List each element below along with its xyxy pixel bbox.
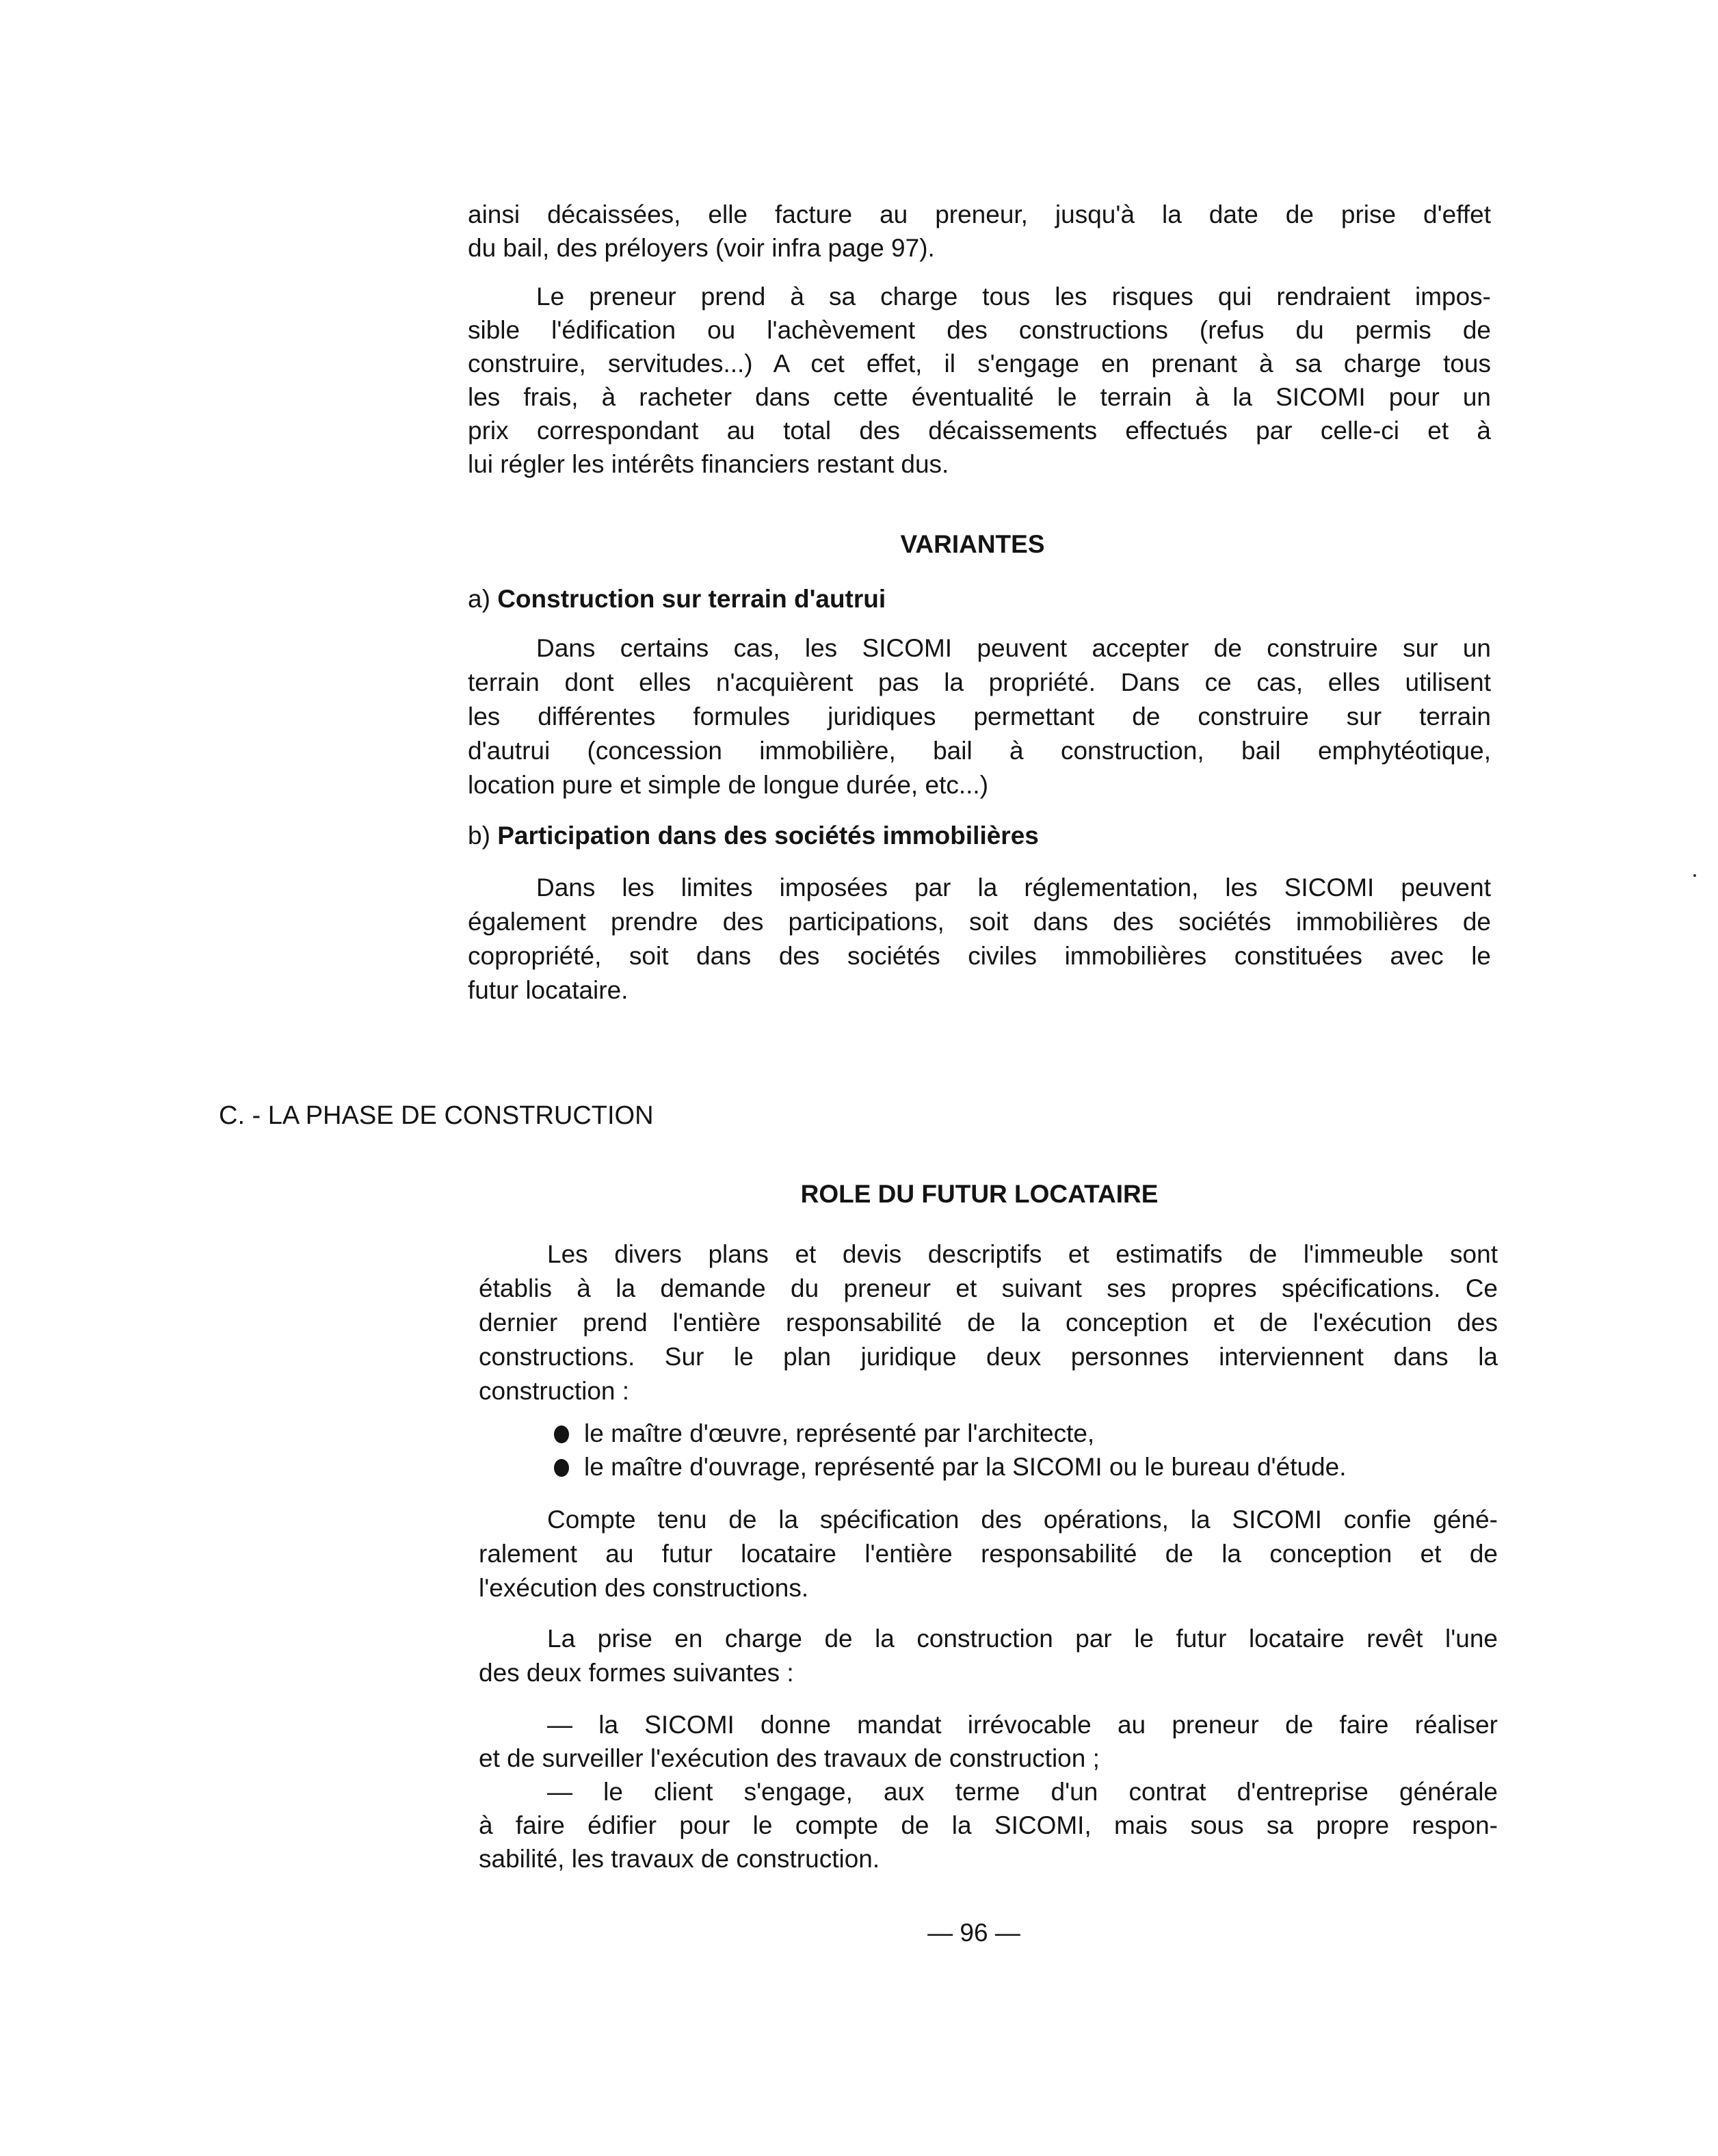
text-line: construire, servitudes...) A cet effet, il s'engage en prenant à sa charge tous	[468, 350, 1491, 378]
text-line: des deux formes suivantes :	[479, 1659, 794, 1687]
text-line: Compte tenu de la spécification des opérations, la SICOMI confie géné-	[547, 1506, 1498, 1534]
paragraph-compte-tenu	[479, 1503, 1498, 1605]
scan-speck	[1693, 874, 1696, 877]
text-line: et de surveiller l'exécution des travaux de construction ;	[479, 1744, 1100, 1772]
text-line: Le preneur prend à sa charge tous les risques qui rendraient impos-	[536, 282, 1491, 311]
text-line: dernier prend l'entière responsabilité de la conception et de l'exécution des	[479, 1309, 1498, 1337]
subheading-title: Construction sur terrain d'autrui	[497, 585, 886, 613]
list-item	[479, 1450, 1498, 1484]
text-line: sible l'édification ou l'achèvement des constructions (refus du permis de	[468, 316, 1491, 344]
text-line: constructions. Sur le plan juridique deux personnes interviennent dans la	[479, 1343, 1498, 1371]
text-line: lui régler les intérêts financiers restant dus.	[468, 450, 949, 478]
text-line: prix correspondant au total des décaissements effectués par celle-ci et à	[468, 417, 1491, 445]
text-line: établis à la demande du preneur et suivant ses propres spécifications. Ce	[479, 1274, 1498, 1302]
subheading-title: Participation dans des sociétés immobilières	[497, 821, 1039, 850]
subheading-marker: a)	[468, 585, 490, 613]
text-line: du bail, des préloyers (voir infra page 97).	[468, 234, 935, 262]
subheading-b	[468, 819, 1039, 852]
heading-variantes: VARIANTES	[900, 530, 1045, 558]
subheading-marker: b)	[468, 821, 490, 850]
bullet-icon	[554, 1425, 569, 1443]
paragraph-prise-en-charge	[479, 1622, 1498, 1690]
list-item-text: le maître d'œuvre, représenté par l'architecte,	[584, 1419, 1095, 1447]
list-item-text: le maître d'ouvrage, représenté par la SICOMI ou le bureau d'étude.	[584, 1453, 1347, 1481]
bullet-list	[479, 1417, 1498, 1484]
paragraph-prelo yers	[468, 198, 1491, 265]
text-line: sabilité, les travaux de construction.	[479, 1845, 880, 1873]
text-line: l'exécution des constructions.	[479, 1574, 809, 1602]
paragraph-terrain-autrui	[468, 631, 1491, 802]
text-line: terrain dont elles n'acquièrent pas la propriété. Dans ce cas, elles utilisent	[468, 668, 1491, 696]
text-line: ralement au futur locataire l'entière responsabilité de la conception et de	[479, 1540, 1498, 1568]
text-line: également prendre des participations, soit dans des sociétés immobilières de	[468, 908, 1491, 936]
text-line: ainsi décaissées, elle facture au preneur, jusqu'à la date de prise d'effet	[468, 200, 1491, 228]
text-line: construction :	[479, 1377, 630, 1405]
text-line: futur locataire.	[468, 976, 629, 1004]
text-line: Dans les limites imposées par la réglementation, les SICOMI peuvent	[536, 873, 1491, 902]
dash-list	[479, 1708, 1498, 1876]
text-line: Les divers plans et devis descriptifs et estimatifs de l'immeuble sont	[547, 1240, 1498, 1268]
paragraph-participation	[468, 871, 1491, 1008]
list-item	[479, 1417, 1498, 1450]
text-line: à faire édifier pour le compte de la SICOMI, mais sous sa propre respon-	[479, 1811, 1498, 1839]
text-line: location pure et simple de longue durée, etc...)	[468, 771, 989, 799]
text-line: les différentes formules juridiques permettant de construire sur terrain	[468, 702, 1491, 731]
page-number: — 96 —	[927, 1919, 1020, 1947]
text-line: Dans certains cas, les SICOMI peuvent accepter de construire sur un	[536, 634, 1491, 662]
paragraph-plans-devis	[479, 1237, 1498, 1408]
text-line: — le client s'engage, aux terme d'un contrat d'entreprise générale	[547, 1778, 1498, 1806]
text-line: — la SICOMI donne mandat irrévocable au preneur de faire réaliser	[547, 1711, 1498, 1739]
bullet-icon	[554, 1459, 569, 1477]
text-line: les frais, à racheter dans cette éventualité le terrain à la SICOMI pour un	[468, 383, 1491, 411]
text-line: copropriété, soit dans des sociétés civiles immobilières constituées avec le	[468, 942, 1491, 970]
paragraph-risques	[468, 280, 1491, 481]
text-line: La prise en charge de la construction par le futur locataire revêt l'une	[547, 1625, 1498, 1653]
text-line: d'autrui (concession immobilière, bail à construction, bail emphytéotique,	[468, 737, 1491, 765]
section-heading-c: C. - LA PHASE DE CONSTRUCTION	[219, 1101, 654, 1130]
heading-role-futur-locataire: ROLE DU FUTUR LOCATAIRE	[800, 1180, 1159, 1208]
subheading-a	[468, 582, 886, 616]
